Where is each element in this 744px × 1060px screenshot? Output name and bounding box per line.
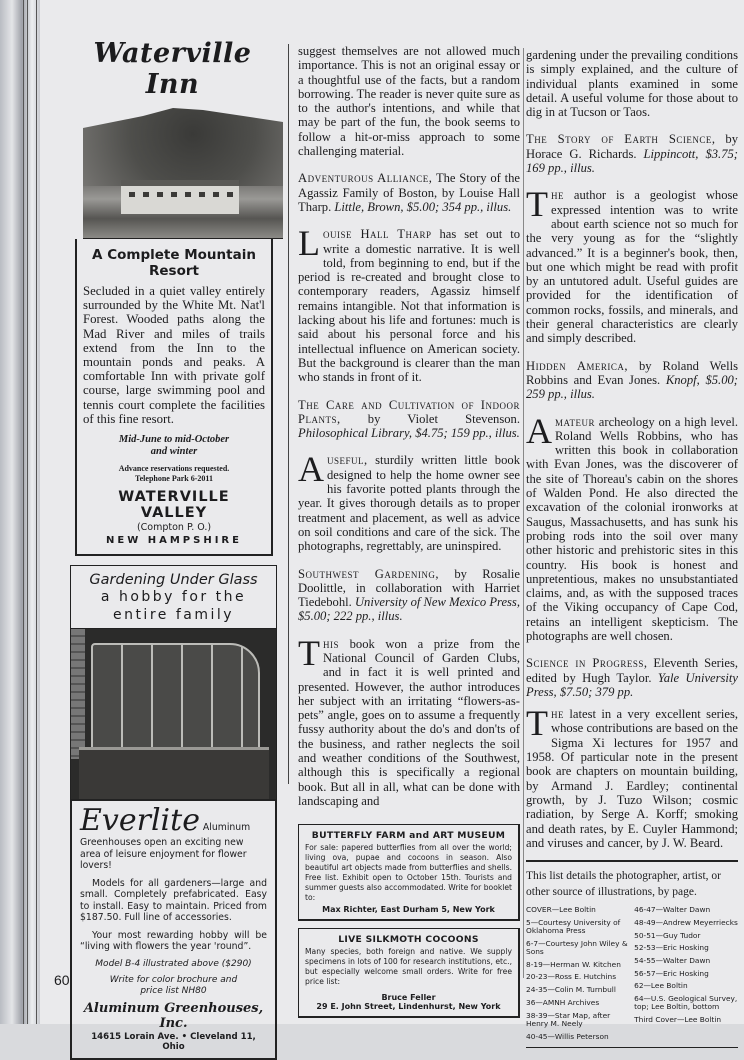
inn-post-office: (Compton P. O.) [136, 522, 212, 534]
book-review [526, 184, 738, 346]
book-review [298, 223, 520, 385]
review-body: sturdily written little book designed to help the home owner see his favorite potted plants through the year. It gives thorough details as to proper treatment and placement, as well as advice on soil conditions and care of the sick. The photographs, regrettably, are uninspired. [298, 453, 520, 554]
credit-item: 50-51—Guy Tudor [634, 930, 701, 940]
drop-cap: T [526, 703, 548, 744]
butterfly-ad-title: BUTTERFLY FARM and ART MUSEUM [311, 830, 506, 842]
greenhouse-photo [71, 628, 276, 799]
inn-building [121, 180, 239, 214]
credit-item: 52-53—Eric Hosking [634, 943, 709, 953]
book-publisher: Lippincott, $3.75; 169 pp., illus. [526, 146, 738, 176]
binding-edge-line [27, 0, 28, 1024]
greenhouse-subtitle-line: entire family [112, 607, 235, 624]
butterfly-ad-contact: Max Richter, East Durham 5, New York [322, 905, 495, 915]
greenhouse-ad-subtitle [71, 588, 276, 628]
everlite-company: Aluminum Greenhouses, Inc. [83, 1000, 264, 1031]
inn-reservations-line: Advance reservations requested. [118, 464, 230, 474]
credits-left-column [526, 906, 630, 1045]
butterfly-ad-body: For sale: papered butterflies from all over the world; living ova, pupae and cocoons in season. Also beautiful art objects made from butterflies and shells. Free list. Exhibit open to October 15th. Tourists and summer guests also accommodated. Write for booklet to: [305, 843, 512, 903]
book-byline: by Horace G. Richards. [526, 132, 739, 161]
credit-item: 40-45—Willis Peterson [526, 1031, 609, 1041]
everlite-address: 14615 Lorain Ave. • Cleveland 11, Ohio [91, 1031, 256, 1052]
review-body: author is a geologist whose expressed intention was to write about earth science not so much for the very young as for the “slightly advanced.” It is a beginner's book, then, but one which might be read with profit by an untutored adult. Useful guides are provided for the identification of common rocks, fossils, and minerals, and their general characteristics are clearly and simply described. [526, 188, 738, 346]
greenhouse-base [79, 747, 269, 799]
review-column-3 [526, 48, 738, 1048]
book-byline: Eleventh Series, edited by Hugh Taylor. [526, 656, 738, 685]
review-lead: useful, [327, 453, 368, 468]
everlite-write-line: price list NH80 [140, 985, 207, 996]
inn-headline [83, 247, 265, 279]
book-title: Science in Progress, [526, 656, 648, 671]
book-heading [526, 132, 738, 175]
inn-headline-line: A Complete Mountain [92, 247, 256, 263]
review-body: archeology on a high level. Roland Wells Robbins, who has written this book in collaboration with Evan Jones, was the discoverer of the site of Thoreau's cabin on the shores of Walden Pond. He also directed the excavation of the colonial ironworks at Saugus, Massachusetts, and has sunk his probing rods into the soil over many other historic and prehistoric sites in this country. His book is honest and unpretentious, makes no unsubstantiated claims, and, as with the supposed traces of the Viking occupancy of Cape Cod, retains an intelligent skepticism. The photographs are well chosen. [526, 414, 738, 643]
column-rule [523, 48, 524, 978]
greenhouse-ad [70, 565, 277, 1060]
brick-wall [71, 629, 85, 759]
drop-cap: T [298, 632, 320, 673]
book-title: Hidden America, [526, 358, 629, 373]
book-byline: by Rosalie Doolittle, in collaboration with Harriet Tiedebohl. [298, 566, 520, 610]
review-body: has set out to write a domestic narrative. It is well told, from beginning to end, but if the period is re-created and brought close to contemporary readers, Agassiz himself remains intangible. Not that information is lacking about his life and fortunes: much is said about his personal force and his intellectual influence on American society. But the background is clearer than the man who stands in front of it. [298, 227, 520, 385]
everlite-paragraph: Your most rewarding hobby will be “living with flowers the year 'round”. [80, 929, 267, 953]
silkmoth-ad-address: 29 E. John Street, Lindenhurst, New York [316, 1002, 501, 1012]
credit-item: 54-55—Walter Dawn [634, 955, 711, 965]
credit-item: 36—AMNH Archives [526, 997, 600, 1007]
book-title: The Story of Earth Science, [526, 132, 716, 147]
silkmoth-ad-title: LIVE SILKMOTH COCOONS [338, 934, 479, 946]
inn-season-line: and winter [150, 446, 198, 458]
everlite-logo: Everlite [80, 803, 200, 839]
silkmoth-ad-body: Many species, both foreign and native. We supply specimens in lots of 100 for research institutions, etc., but especially welcome small orders. Write for free price list: [305, 947, 512, 987]
section-divider [526, 1047, 738, 1048]
book-title: Adventurous Alliance, [298, 171, 433, 186]
waterville-inn-ad [70, 38, 275, 556]
everlite-ad-body [71, 799, 276, 1059]
credit-item: Third Cover—Lee Boltin [634, 1014, 722, 1024]
everlite-lead-text: Aluminum Greenhouses open an exciting new area of leisure enjoyment for flower lovers! [80, 822, 251, 872]
credit-item: 38-39—Star Map, after Henry M. Neely [526, 1010, 611, 1028]
book-review [526, 703, 738, 850]
book-title: Southwest Gardening, [298, 566, 440, 581]
inn-place: WATERVILLE VALLEY [118, 489, 230, 522]
credit-item: 8-19—Herman W. Kitchen [526, 959, 621, 969]
credit-item: COVER—Lee Boltin [526, 905, 596, 915]
ad-column [70, 30, 275, 1060]
page-number: 60 [54, 972, 70, 988]
book-byline: by Violet Stevenson. [340, 411, 520, 426]
credit-item: 62—Lee Boltin [634, 981, 688, 991]
greenhouse-subtitle-line: a hobby for the [100, 589, 247, 606]
inn-season-line: Mid-June to mid-October [118, 434, 230, 446]
credit-item: 56-57—Eric Hosking [634, 968, 709, 978]
book-heading [526, 656, 738, 699]
credit-item: 6-7—Courtesy John Wiley & Sons [526, 938, 628, 957]
book-publisher: University of New Mexico Press, $5.00; 222 pp., illus. [298, 595, 520, 624]
inn-season [83, 434, 265, 458]
column-rule [288, 44, 289, 784]
inn-reservations [83, 464, 265, 483]
drop-cap: L [298, 223, 320, 264]
illustration-credits [526, 906, 738, 1045]
inn-ad-box [75, 239, 273, 556]
inn-description: Secluded in a quiet valley entirely surrounded by the White Mt. Nat'l Forest. Wooded paths along the Mad River and miles of trails extend from the Inn to the mountain ponds and peaks. A comfortable Inn with private golf course, large swimming pool and tennis court complete the facilities of this fine resort. [83, 284, 265, 426]
book-heading [298, 567, 520, 624]
drop-cap: A [526, 410, 552, 451]
review-lead: his [323, 636, 340, 651]
book-publisher: Knopf, $5.00; 259 pp., illus. [526, 372, 738, 402]
book-heading [298, 398, 520, 441]
binding-edge-line [36, 0, 37, 1024]
book-publisher: Yale University Press, $7.50; 379 pp. [526, 670, 739, 699]
inn-state: NEW HAMPSHIRE [106, 535, 242, 547]
review-lead: mateur [555, 414, 596, 429]
inn-headline-line: Resort [149, 263, 199, 279]
inn-photo [83, 108, 283, 239]
credits-right-column [634, 906, 738, 1045]
book-review [526, 410, 738, 644]
drop-cap: A [298, 449, 324, 490]
section-divider [526, 860, 738, 862]
sky [83, 108, 283, 128]
butterfly-farm-ad [298, 824, 520, 921]
everlite-write [80, 975, 267, 997]
book-byline: The Story of the Agassiz Family of Boston, by Louise Hall Tharp. [298, 171, 520, 214]
everlite-paragraph: Models for all gardeners—large and small. Completely prefabricated. Easy to install. Easy to maintain. Priced from $187.50. Full line of accessories. [80, 877, 267, 924]
book-binding [0, 0, 40, 1024]
book-title: The Care and Cultivation of Indoor Plants, [298, 397, 520, 426]
book-heading [526, 359, 738, 402]
credits-intro: This list details the photographer, artist, or other source of illustrations, by page. [526, 870, 722, 899]
everlite-lead [80, 805, 267, 872]
drop-cap: T [526, 184, 548, 225]
inn-telephone: Telephone Park 6-2011 [135, 473, 213, 483]
credit-item: 5—Courtesy University of Oklahoma Press [526, 917, 621, 936]
book-review [298, 449, 520, 554]
book-heading [298, 171, 520, 214]
review-lead: he [551, 707, 564, 722]
greenhouse-ad-title: Gardening Under Glass [89, 572, 258, 589]
review-body: book won a prize from the National Council of Garden Clubs, and in fact it is well printed and presented. However, the author introduces her subject with an irritating “flowers-as-pets” angle, goes on to assume a frequently fussy authority about the do's and don'ts of the business, and rather neglects the soil and weather conditions of the Southwest, although this is specifically a regional book. But all in all, what can be done with landscaping and [298, 636, 520, 808]
credit-item: 48-49—Andrew Meyerriecks [634, 917, 738, 927]
inn-title: Waterville Inn [93, 38, 252, 100]
review-continuation: gardening under the prevailing conditions is simply explained, and the culture of individual plants examined in some detail. A useful volume for those about to dig in at Tucson or Taos. [526, 48, 738, 120]
magazine-page [40, 0, 744, 1052]
everlite-model: Model B-4 illustrated above ($290) [95, 958, 252, 969]
greenhouse-glass [91, 643, 260, 757]
credit-item: 46-47—Walter Dawn [634, 905, 711, 915]
review-continuation: suggest themselves are not allowed much importance. This is not an original essay or a thoughtful use of the facts, but a random borrowing. The reader is never quite sure as to the author's intentions, and while that may be part of the fun, the book seems to follow a hit-or-miss approach to some challenging material. [298, 44, 520, 159]
review-lead: ouise Hall Tharp [323, 227, 432, 242]
silkmoth-ad [298, 928, 520, 1018]
binding-edge-line [23, 0, 24, 1024]
everlite-write-line: Write for color brochure and [109, 974, 238, 985]
credit-item: 24-35—Colin M. Turnbull [526, 985, 616, 995]
silkmoth-ad-name: Bruce Feller [381, 993, 436, 1003]
review-body: latest in a very excellent series, whose contributions are based on the Sigma Xi lectures for 1957 and 1958. Of particular note in the present book are chapters on mountain building, by Armand J. Eardley; continental growth, by J. Tuzo Wilson; cosmic radiation, by Serge A. Korff; smoking and death rates, by E. Cuyler Hammond; and viruses and cancer, by J. W. Beard. [526, 707, 738, 850]
book-review [298, 632, 520, 809]
book-publisher: Little, Brown, $5.00; 354 pp., illus. [334, 199, 512, 214]
book-publisher: Philosophical Library, $4.75; 159 pp., illus. [298, 426, 520, 441]
review-lead: he [551, 188, 564, 203]
book-byline: by Roland Wells Robbins and Evan Jones. [526, 358, 738, 387]
credit-item: 64—U.S. Geological Survey, top; Lee Boltin, bottom [634, 993, 738, 1012]
credit-item: 20-23—Ross E. Hutchins [526, 972, 617, 982]
review-column-2 [298, 44, 520, 1018]
